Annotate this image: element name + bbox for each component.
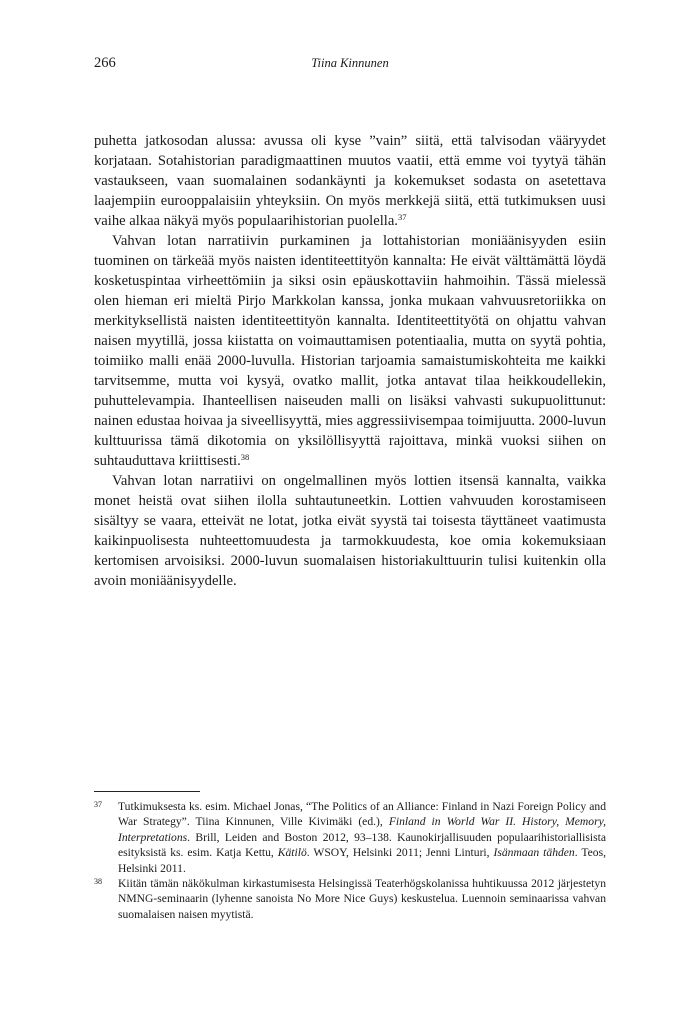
footnote-ref-38[interactable]: 38 xyxy=(240,452,250,462)
footnote-text: . Teos, Helsinki 2011. xyxy=(118,846,606,875)
paragraph-3 xyxy=(94,471,606,591)
footnote-text: . WSOY, Helsinki 2011; Jenni Linturi, xyxy=(306,846,494,860)
paragraph-1 xyxy=(94,131,606,231)
footnote-38 xyxy=(94,876,606,922)
book-title: Finland in World War II. History, Memory, Interpretations xyxy=(118,815,606,844)
footnote-ref-37[interactable]: 37 xyxy=(397,212,407,222)
book-title: Kätilö xyxy=(277,846,307,860)
footnote-number: 38 xyxy=(94,877,102,887)
footnote-text: Tutkimuksesta ks. esim. Michael Jonas, “The Politics of an Alliance: Finland in Nazi Foreign Policy and War Strategy”. Tiina Kinnunen, Ville Kivimäki (ed.), xyxy=(118,800,606,829)
book-title: Isänmaan tähden xyxy=(493,846,575,860)
footnote-text: . Brill, Leiden and Boston 2012, 93–138. Kaunokirjallisuuden populaarihistoriallisista esityksistä ks. esim. Katja Kettu, xyxy=(118,830,606,860)
page-number: 266 xyxy=(94,55,116,71)
footnote-number: 37 xyxy=(94,800,102,809)
paragraph-1-text: puhetta jatkosodan alussa: avussa oli kyse ”vain” siitä, että talvisodan vääryydet korjataan. Sotahistorian paradigmaattinen muutos vaatii, että emme voi tyytyä tähän vastaukseen, vaan suomalainen sodankäynti ja kokemukset sodasta on asetettava laajempiin eurooppalaisiin yhteyksiin. On myös merkkejä siitä, että tutkimuksen uusi vaihe alkaa näkyä myös populaarihistorian puolella. xyxy=(94,133,606,229)
paragraph-2-text: Vahvan lotan narratiivin purkaminen ja lottahistorian moniäänisyyden esiin tuominen on tärkeää myös naisten identiteettityön kannalta: He eivät välttämättä löydä kosketuspintaa virheettömiin ja siksi osin epäuskottaviin hahmoihin. Tässä mielessä olen hieman eri mieltä Pirjo Markkolan kanssa, jonka mukaan vahvuusretoriikka on merkityksellistä naisten identiteettityön kannalta. Identiteettityötä on ohjattu vahvan naisen myytillä, jossa kiistatta on voimauttamisen potentiaalia, mutta on syytä pohtia, toimiiko malli enää 2000-luvulla. Historian tarjoamia samaistumiskohteita me kaikki tarvitsemme, mutta voi kysyä, ovatko mallit, jotka antavat tilaa heikkoudellekin, puhuttelevampia. Ihanteellisen naiseuden malli on lisäksi vahvasti sukupuolittunut: nainen edustaa hoivaa ja siveellisyyttä, mies aggressiivisempaa toimijuutta. 2000-luvun kulttuurissa tämä dikotomia on yksilöllisyyttä rajoittava, minkä vuoksi siihen on suhtauduttava kriittisesti. xyxy=(94,233,606,469)
footnote-divider xyxy=(94,791,200,792)
footnotes xyxy=(94,799,606,922)
body-text xyxy=(94,131,606,591)
paragraph-2 xyxy=(94,231,606,471)
paragraph-3-text: Vahvan lotan narratiivi on ongelmallinen myös lottien itsensä kannalta, vaikka monet heistä ovat siihen ilolla suhtautuneetkin. Lottien vahvuuden korostamiseen sisältyy se vaara, etteivät ne lotat, jotka eivät syystä tai toisesta täyttäneet vaatimusta kaikinpuolisesta nuhteettomuudesta ja tarmokkuudesta, koe omia kokemuksiaan kertomisen arvoisiksi. 2000-luvun suomalaisen historiakulttuurin tulisi kuitenkin olla avoin moniäänisyydelle. xyxy=(94,473,606,589)
running-head: Tiina Kinnunen xyxy=(311,56,389,70)
footnote-text: Kiitän tämän näkökulman kirkastumisesta Helsingissä Teaterhögskolanissa huhtikuussa 2012 järjestetyn NMNG-seminaarin (lyhenne sanoista No More Nice Guys) keskustelua. Luennoin seminaarissa vahvan suomalaisen naisen myytistä. xyxy=(118,877,606,921)
footnote-37 xyxy=(94,799,606,876)
page-header xyxy=(94,55,606,75)
